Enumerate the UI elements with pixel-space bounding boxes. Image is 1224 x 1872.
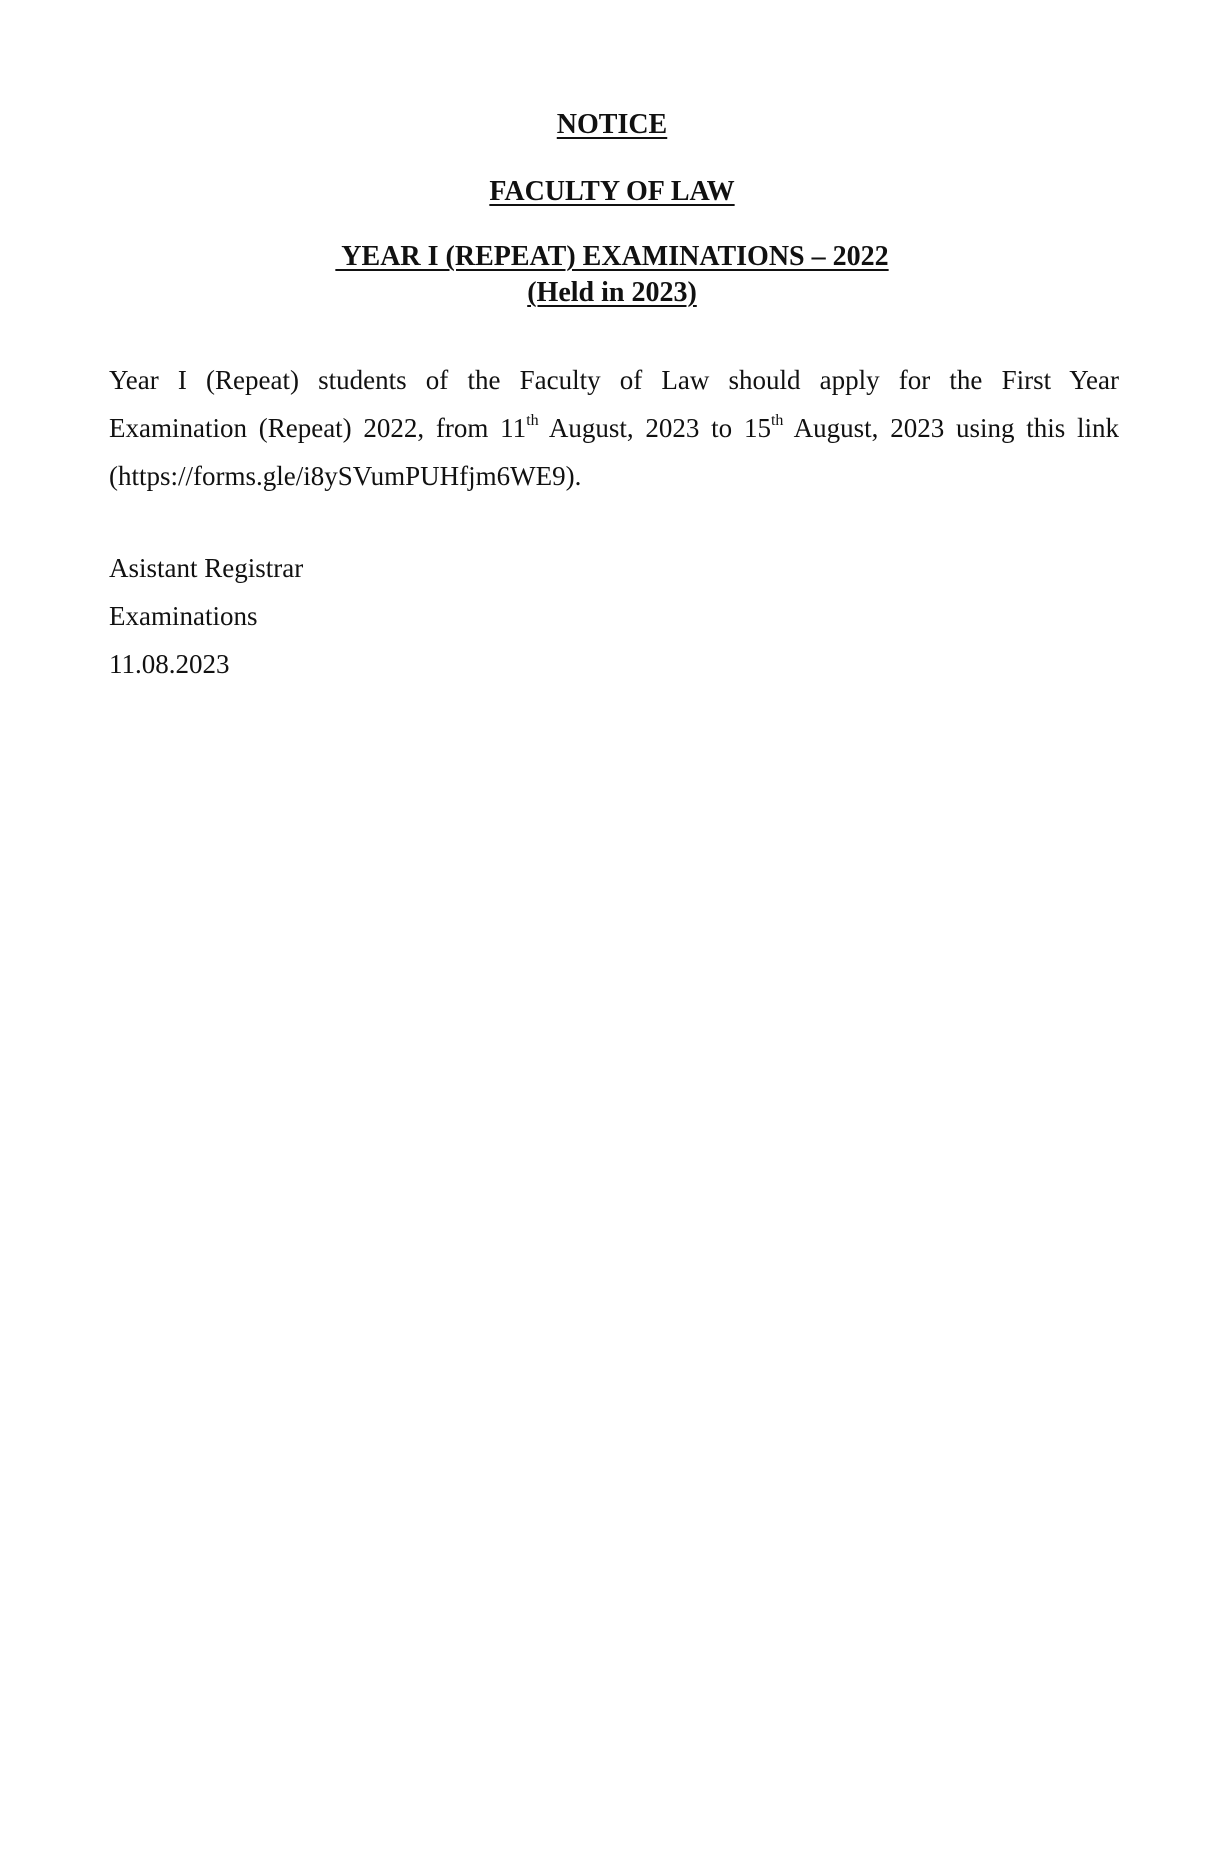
notice-body	[109, 356, 1119, 500]
application-link[interactable]: (https://forms.gle/i8ySVumPUHfjm6WE9).	[109, 461, 582, 491]
body-line-2-end: August, 2023 using this link	[783, 413, 1119, 443]
ordinal-suffix-end: th	[770, 412, 784, 429]
faculty-heading: FACULTY OF LAW	[489, 176, 735, 207]
notice-date: 11.08.2023	[109, 649, 230, 679]
ordinal-suffix-start: th	[526, 412, 539, 429]
body-line-2-start: Examination (Repeat) 2022, from 11	[109, 413, 527, 443]
notice-title: NOTICE	[556, 109, 668, 140]
exam-title-heading: YEAR I (REPEAT) EXAMINATIONS – 2022	[335, 241, 889, 272]
body-line-2-mid: August, 2023 to 15	[538, 413, 771, 443]
body-line-1: Year I (Repeat) students of the Faculty of Law should apply for the First Year	[109, 365, 1119, 395]
signatory-department: Examinations	[109, 601, 258, 631]
signatory-title: Asistant Registrar	[109, 553, 304, 583]
held-year-heading: (Held in 2023)	[527, 277, 697, 308]
body-line-2	[109, 404, 1119, 452]
